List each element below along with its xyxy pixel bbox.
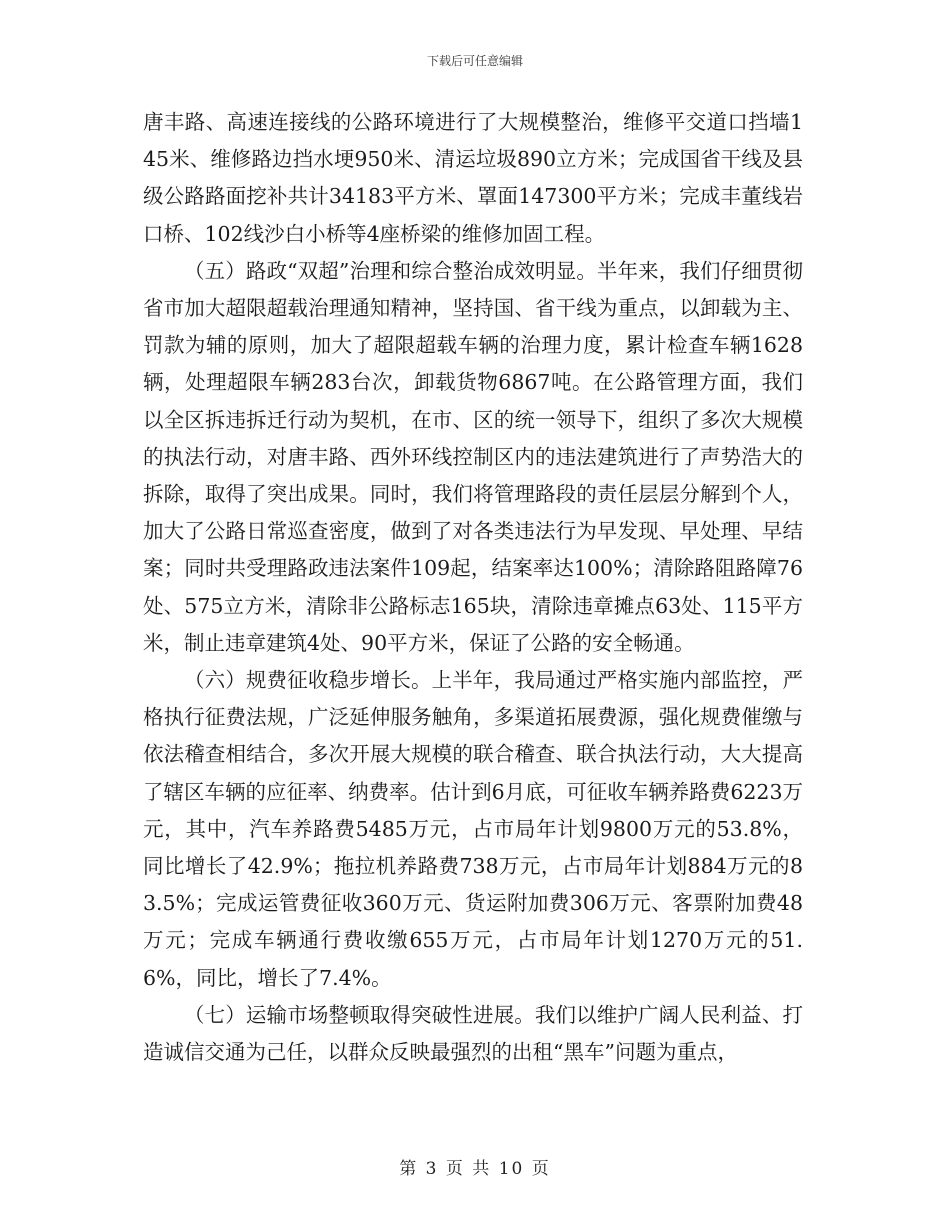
paragraph-transport-market: （七）运输市场整顿取得突破性进展。我们以维护广阔人民利益、打造诚信交通为己任，以群众反映最强烈的出租“黑车”问题为重点， xyxy=(143,1002,803,1065)
page-number-footer: 第 3 页 共 10 页 xyxy=(399,1159,551,1179)
page-header: 下载后可任意编辑 xyxy=(426,54,523,68)
paragraph-road-maintenance: 唐丰路、高速连接线的公路环境进行了大规模整治，维修平交道口挡墙145米、维修路边挡水埂950米、清运垃圾890立方米；完成国省干线及县级公路路面挖补共计34183平方米、罩面147300平方米；完成丰董线岩口桥、102线沙白小桥等4座桥梁的维修加固工程。 xyxy=(143,110,803,246)
paragraph-road-administration: （五）路政“双超”治理和综合整治成效明显。半年来，我们仔细贯彻省市加大超限超载治理通知精神，坚持国、省干线为重点，以卸载为主、罚款为辅的原则，加大了超限超载车辆的治理力度，累计检查车辆1628辆，处理超限车辆283台次，卸载货物6867吨。在公路管理方面，我们以全区拆违拆迁行动为契机，在市、区的统一领导下，组织了多次大规模的执法行动，对唐丰路、西外环线控制区内的违法建筑进行了声势浩大的拆除，取得了突出成果。同时，我们将管理路段的责任层层分解到个人，加大了公路日常巡查密度，做到了对各类违法行为早发现、早处理、早结案；同时共受理路政违法案件109起，结案率达100%；清除路阻路障76处、575立方米，清除非公路标志165块，清除违章摊点63处、115平方米，制止违章建筑4处、90平方米，保证了公路的安全畅通。 xyxy=(143,258,803,655)
document-body xyxy=(143,104,803,1071)
paragraph-fee-collection: （六）规费征收稳步增长。上半年，我局通过严格实施内部监控，严格执行征费法规，广泛延伸服务触角，多渠道拓展费源，强化规费催缴与依法稽查相结合，多次开展大规模的联合稽查、联合执法行动，大大提高了辖区车辆的应征率、纳费率。估计到6月底，可征收车辆养路费6223万元，其中，汽车养路费5485万元，占市局年计划9800万元的53.8%，同比增长了42.9%；拖拉机养路费738万元，占市局年计划884万元的83.5%；完成运管费征收360万元、货运附加费306万元、客票附加费48万元；完成车辆通行费收缴655万元，占市局年计划1270万元的51.6%，同比，增长了7.4%。 xyxy=(143,668,803,990)
